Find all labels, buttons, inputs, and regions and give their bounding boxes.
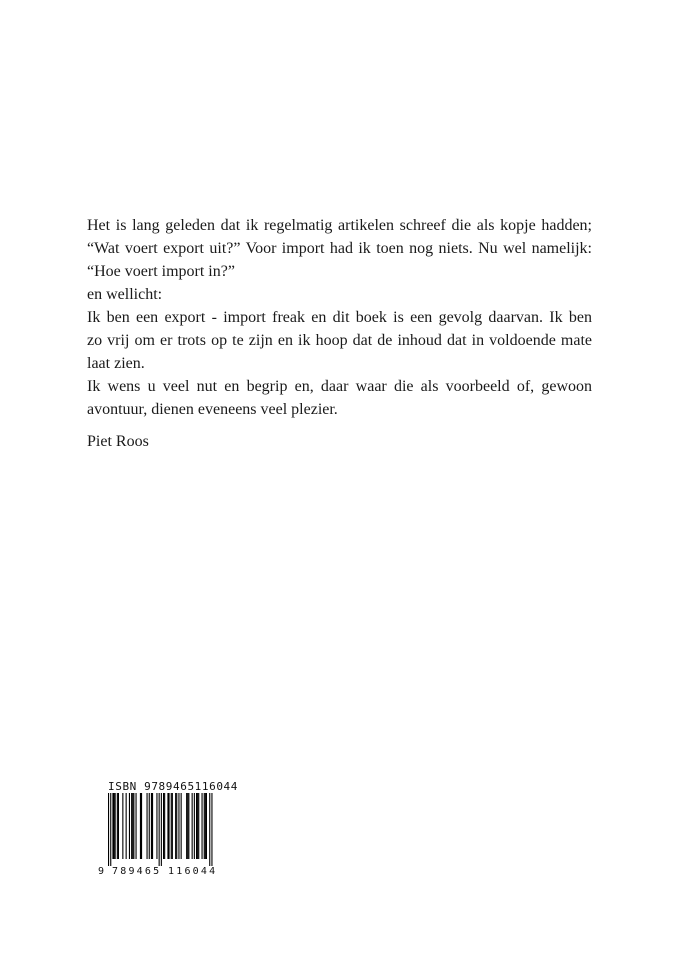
barcode-bar [122, 793, 123, 859]
barcode-first-digit: 9 [98, 866, 107, 877]
barcode-bars [98, 793, 223, 866]
barcode-bar [131, 793, 132, 859]
barcode-bar [115, 793, 116, 859]
barcode-bar [192, 793, 193, 859]
barcode-bar [204, 793, 205, 859]
barcode-bar [164, 793, 165, 859]
barcode-bar [141, 793, 142, 859]
barcode-bar [161, 793, 162, 866]
barcode-bar [140, 793, 141, 859]
text-line-7: laat zien. [87, 355, 145, 372]
barcode-bar [196, 793, 197, 859]
barcode-bar [188, 793, 189, 859]
barcode-bar [147, 793, 148, 859]
barcode-bar [197, 793, 198, 859]
isbn-barcode [98, 780, 239, 880]
barcode-bar [163, 793, 164, 859]
barcode-bar [178, 793, 179, 859]
barcode-bar [152, 793, 153, 859]
barcode-bar [211, 793, 212, 866]
text-line-6: zo vrij om er trots op te zijn en ik hoop dat de inhoud dat in voldoende mate [87, 332, 592, 349]
barcode-bar [181, 793, 182, 859]
barcode-bar [194, 793, 195, 859]
barcode-left-digits: 789465 [112, 866, 162, 877]
barcode-right-digits: 116044 [168, 866, 218, 877]
preface-text [87, 214, 592, 421]
isbn-label: ISBN 9789465116044 [108, 780, 239, 793]
barcode-bar [118, 793, 119, 859]
barcode-bar [209, 793, 210, 866]
barcode-bar [167, 793, 168, 859]
barcode-bar [133, 793, 134, 859]
barcode-bar [176, 793, 177, 859]
text-line-5: Ik ben een export - import freak en dit boek is een gevolg daarvan. Ik ben [87, 309, 592, 326]
text-line-4: en wellicht: [87, 286, 163, 303]
text-line-3: “Hoe voert import in?” [87, 263, 235, 280]
barcode-bar [187, 793, 188, 859]
barcode-bar [110, 793, 111, 866]
barcode-bar [126, 793, 127, 859]
barcode-bar [198, 793, 199, 859]
barcode-bar [136, 793, 137, 859]
barcode-bar [206, 793, 207, 859]
barcode-bar [205, 793, 206, 859]
text-line-1: Het is lang geleden dat ik regelmatig artikelen schreef die als kopje hadden; [87, 217, 592, 234]
barcode-bar [186, 793, 187, 859]
barcode-bar [132, 793, 133, 859]
barcode-bar [169, 793, 170, 859]
barcode-bar [172, 793, 173, 859]
barcode-bar [171, 793, 172, 859]
author-signature: Piet Roos [87, 433, 149, 450]
barcode-bar [129, 793, 130, 859]
barcode-bar [117, 793, 118, 859]
barcode-bar [202, 793, 203, 859]
barcode-bar [159, 793, 160, 866]
text-line-8: Ik wens u veel nut en begrip en, daar waar die als voorbeeld of, gewoon [87, 378, 592, 395]
text-line-9: avontuur, dienen eveneens veel plezier. [87, 401, 338, 418]
barcode-bar [149, 793, 150, 859]
barcode-bar [114, 793, 115, 859]
barcode-bar [108, 793, 109, 866]
barcode-digits [98, 866, 223, 880]
barcode-bar [112, 793, 113, 859]
barcode-bar [151, 793, 152, 859]
barcode-bar [175, 793, 176, 859]
barcode-bar [156, 793, 157, 859]
text-line-2: “Wat voert export uit?” Voor import had ik toen nog niets. Nu wel namelijk: [87, 240, 592, 257]
